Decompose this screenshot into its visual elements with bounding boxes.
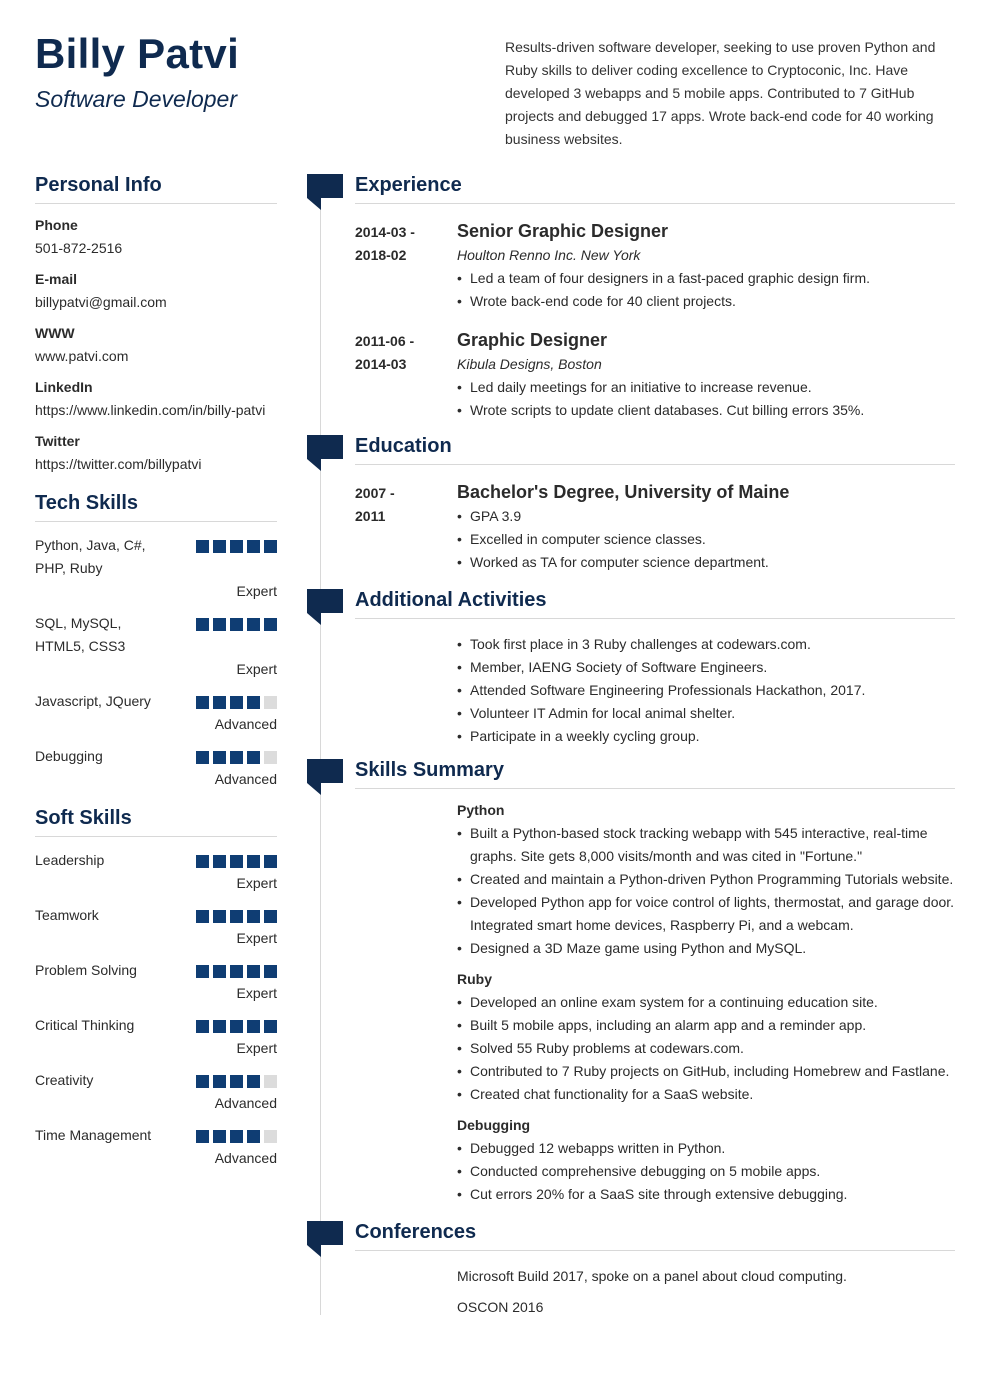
entry-date	[355, 330, 445, 376]
rating-square-filled	[264, 540, 277, 553]
skill-group-title: Debugging	[457, 1117, 531, 1133]
skill-row	[35, 534, 277, 603]
tech-skills-title: Tech Skills	[35, 492, 277, 522]
company-name: Houlton Renno Inc. New York	[457, 247, 641, 263]
experience-entry	[355, 327, 955, 422]
skill-group-bullets	[457, 822, 955, 960]
education-bullets	[457, 505, 955, 574]
info-linkedin	[35, 376, 277, 422]
flag-icon	[307, 759, 343, 795]
skill-level: Expert	[236, 583, 277, 599]
rating-square-filled	[264, 1020, 277, 1033]
skill-rating	[196, 751, 277, 764]
activities-title: Additional Activities	[355, 589, 955, 619]
flag-icon	[307, 174, 343, 210]
skill-rating	[196, 965, 277, 978]
list-item: • Debugged 12 webapps written in Python.	[457, 1137, 955, 1160]
skills-summary-entry	[355, 799, 955, 1206]
skill-group-title: Ruby	[457, 971, 492, 987]
info-email	[35, 268, 277, 314]
soft-skills-list	[35, 849, 277, 1170]
candidate-role: Software Developer	[35, 86, 237, 112]
job-bullets	[457, 376, 955, 422]
rating-square-filled	[264, 910, 277, 923]
rating-square-filled	[213, 751, 226, 764]
skill-rating	[196, 1075, 277, 1088]
rating-square-filled	[196, 1130, 209, 1143]
list-item: • Built 5 mobile apps, including an alarm app and a reminder app.	[457, 1014, 955, 1037]
list-item: • Excelled in computer science classes.	[457, 528, 955, 551]
skill-row	[35, 690, 277, 736]
skill-name: Leadership	[35, 852, 105, 868]
conferences-section	[355, 1221, 955, 1327]
rating-square-filled	[196, 855, 209, 868]
skills-summary-section	[355, 759, 955, 1206]
list-item: • Took first place in 3 Ruby challenges at codewars.com.	[457, 633, 955, 656]
info-label: Phone	[35, 217, 78, 233]
date-end: 2014-03	[355, 356, 407, 372]
education-entry	[355, 479, 955, 574]
rating-square-empty	[264, 1075, 277, 1088]
timeline-line	[320, 200, 321, 1315]
skill-level: Advanced	[214, 716, 277, 732]
rating-square-filled	[196, 965, 209, 978]
activities-bullets	[457, 633, 955, 748]
rating-square-filled	[230, 910, 243, 923]
rating-square-filled	[247, 965, 260, 978]
rating-square-filled	[230, 1130, 243, 1143]
rating-square-filled	[264, 965, 277, 978]
conference-item: Microsoft Build 2017, spoke on a panel about cloud computing.	[457, 1268, 847, 1284]
list-item: • Built a Python-based stock tracking webapp with 545 interactive, real-time graphs. Site gets 8,000 visits/month and was cited in "Fortune."	[457, 822, 955, 868]
rating-square-filled	[213, 696, 226, 709]
skill-row	[35, 904, 277, 950]
info-value: https://twitter.com/billypatvi	[35, 456, 202, 472]
rating-square-filled	[213, 540, 226, 553]
info-value: 501-872-2516	[35, 240, 123, 256]
rating-square-filled	[213, 618, 226, 631]
skill-row	[35, 1069, 277, 1115]
rating-square-filled	[213, 1075, 226, 1088]
rating-square-filled	[247, 855, 260, 868]
rating-square-filled	[230, 1075, 243, 1088]
list-item: • Wrote back-end code for 40 client projects.	[457, 290, 955, 313]
rating-square-filled	[196, 696, 209, 709]
rating-square-filled	[230, 751, 243, 764]
skill-row	[35, 959, 277, 1005]
skill-group-bullets	[457, 1137, 955, 1206]
entry-date	[355, 482, 445, 528]
skill-level: Expert	[236, 985, 277, 1001]
skill-rating	[196, 618, 277, 631]
rating-square-filled	[230, 540, 243, 553]
skill-name: Javascript, JQuery	[35, 693, 151, 709]
rating-square-filled	[196, 618, 209, 631]
skill-level: Expert	[236, 661, 277, 677]
rating-square-filled	[247, 696, 260, 709]
rating-square-filled	[196, 1075, 209, 1088]
experience-entry	[355, 218, 955, 313]
entry-date	[355, 221, 445, 267]
list-item: • Developed Python app for voice control of lights, thermostat, and garage door. Integrated smart home devices, Raspberry Pi, and a webcam.	[457, 891, 955, 937]
skill-name: SQL, MySQL, HTML5, CSS3	[35, 615, 126, 654]
personal-info-list	[35, 214, 277, 476]
rating-square-filled	[196, 910, 209, 923]
skill-row	[35, 1124, 277, 1170]
rating-square-filled	[247, 1130, 260, 1143]
conferences-title: Conferences	[355, 1221, 955, 1251]
rating-square-filled	[213, 1130, 226, 1143]
rating-square-empty	[264, 751, 277, 764]
experience-title: Experience	[355, 174, 955, 204]
conference-item: OSCON 2016	[457, 1299, 544, 1315]
list-item: • Attended Software Engineering Professionals Hackathon, 2017.	[457, 679, 955, 702]
info-label: WWW	[35, 325, 75, 341]
skill-name: Debugging	[35, 748, 103, 764]
skill-row	[35, 745, 277, 791]
skill-group-bullets	[457, 991, 955, 1106]
list-item: • Contributed to 7 Ruby projects on GitHub, including Homebrew and Fastlane.	[457, 1060, 955, 1083]
job-bullets	[457, 267, 955, 313]
skill-name: Critical Thinking	[35, 1017, 135, 1033]
rating-square-filled	[264, 855, 277, 868]
skill-name: Teamwork	[35, 907, 99, 923]
info-www	[35, 322, 277, 368]
rating-square-filled	[247, 910, 260, 923]
skill-name: Python, Java, C#, PHP, Ruby	[35, 537, 146, 576]
conferences-entry	[355, 1265, 955, 1319]
skill-level: Advanced	[214, 771, 277, 787]
left-column	[35, 174, 277, 1179]
list-item: • Wrote scripts to update client databases. Cut billing errors 35%.	[457, 399, 955, 422]
rating-square-filled	[247, 751, 260, 764]
skill-rating	[196, 540, 277, 553]
list-item: • Created and maintain a Python-driven Python Programming Tutorials website.	[457, 868, 955, 891]
list-item: • GPA 3.9	[457, 505, 955, 528]
skill-group-title: Python	[457, 802, 505, 818]
list-item: • Worked as TA for computer science department.	[457, 551, 955, 574]
rating-square-filled	[264, 618, 277, 631]
skill-rating	[196, 1130, 277, 1143]
info-label: E-mail	[35, 271, 78, 287]
list-item: • Led daily meetings for an initiative to increase revenue.	[457, 376, 955, 399]
skill-rating	[196, 1020, 277, 1033]
activities-entry	[355, 633, 955, 748]
skills-summary-title: Skills Summary	[355, 759, 955, 789]
skill-level: Expert	[236, 930, 277, 946]
skill-name: Creativity	[35, 1072, 94, 1088]
education-title: Education	[355, 435, 955, 465]
personal-info-title: Personal Info	[35, 174, 277, 204]
date-start: 2011-06 -	[355, 333, 415, 349]
skill-level: Expert	[236, 875, 277, 891]
candidate-name: Billy Patvi	[35, 30, 240, 77]
list-item: • Developed an online exam system for a continuing education site.	[457, 991, 955, 1014]
rating-square-filled	[196, 751, 209, 764]
skill-row	[35, 612, 277, 681]
info-twitter	[35, 430, 277, 476]
rating-square-filled	[213, 910, 226, 923]
skill-row	[35, 1014, 277, 1060]
experience-section	[355, 174, 955, 422]
job-title: Graphic Designer	[457, 330, 608, 350]
job-title: Senior Graphic Designer	[457, 221, 669, 241]
rating-square-filled	[247, 1075, 260, 1088]
skill-rating	[196, 910, 277, 923]
activities-section	[355, 589, 955, 748]
rating-square-filled	[230, 855, 243, 868]
date-start: 2007 -	[355, 485, 395, 501]
date-end: 2011	[355, 508, 386, 524]
date-start: 2014-03 -	[355, 224, 415, 240]
list-item: • Volunteer IT Admin for local animal shelter.	[457, 702, 955, 725]
skill-row	[35, 849, 277, 895]
rating-square-filled	[196, 540, 209, 553]
rating-square-filled	[230, 965, 243, 978]
list-item: • Cut errors 20% for a SaaS site through extensive debugging.	[457, 1183, 955, 1206]
info-label: Twitter	[35, 433, 80, 449]
rating-square-filled	[230, 618, 243, 631]
skill-name: Problem Solving	[35, 962, 137, 978]
info-value: https://www.linkedin.com/in/billy-patvi	[35, 402, 266, 418]
profile-summary: Results-driven software developer, seeking to use proven Python and Ruby skills to deliver coding excellence to Cryptoconic, Inc. Have developed 3 webapps and 5 mobile apps. Contributed to 7 GitHub projects and debugged 17 apps. Wrote back-end code for 40 working business websites.	[505, 39, 936, 147]
info-value: billypatvi@gmail.com	[35, 294, 167, 310]
info-label: LinkedIn	[35, 379, 93, 395]
skill-level: Advanced	[214, 1095, 277, 1111]
skill-level: Advanced	[214, 1150, 277, 1166]
info-value: www.patvi.com	[35, 348, 129, 364]
degree-title: Bachelor's Degree, University of Maine	[457, 482, 790, 502]
skill-name: Time Management	[35, 1127, 152, 1143]
list-item: • Conducted comprehensive debugging on 5 mobile apps.	[457, 1160, 955, 1183]
date-end: 2018-02	[355, 247, 407, 263]
skill-level: Expert	[236, 1040, 277, 1056]
tech-skills-list	[35, 534, 277, 791]
list-item: • Designed a 3D Maze game using Python and MySQL.	[457, 937, 955, 960]
rating-square-empty	[264, 696, 277, 709]
flag-icon	[307, 1221, 343, 1257]
rating-square-filled	[230, 1020, 243, 1033]
list-item: • Created chat functionality for a SaaS website.	[457, 1083, 955, 1106]
education-section	[355, 435, 955, 574]
list-item: • Led a team of four designers in a fast-paced graphic design firm.	[457, 267, 955, 290]
company-name: Kibula Designs, Boston	[457, 356, 602, 372]
flag-icon	[307, 435, 343, 471]
flag-icon	[307, 589, 343, 625]
skill-rating	[196, 855, 277, 868]
rating-square-filled	[247, 540, 260, 553]
rating-square-filled	[247, 1020, 260, 1033]
list-item: • Solved 55 Ruby problems at codewars.com.	[457, 1037, 955, 1060]
rating-square-filled	[196, 1020, 209, 1033]
skill-rating	[196, 696, 277, 709]
rating-square-filled	[247, 618, 260, 631]
info-phone	[35, 214, 277, 260]
list-item: • Participate in a weekly cycling group.	[457, 725, 955, 748]
rating-square-filled	[213, 855, 226, 868]
rating-square-filled	[213, 1020, 226, 1033]
rating-square-filled	[213, 965, 226, 978]
rating-square-empty	[264, 1130, 277, 1143]
soft-skills-title: Soft Skills	[35, 807, 277, 837]
list-item: • Member, IAENG Society of Software Engineers.	[457, 656, 955, 679]
rating-square-filled	[230, 696, 243, 709]
